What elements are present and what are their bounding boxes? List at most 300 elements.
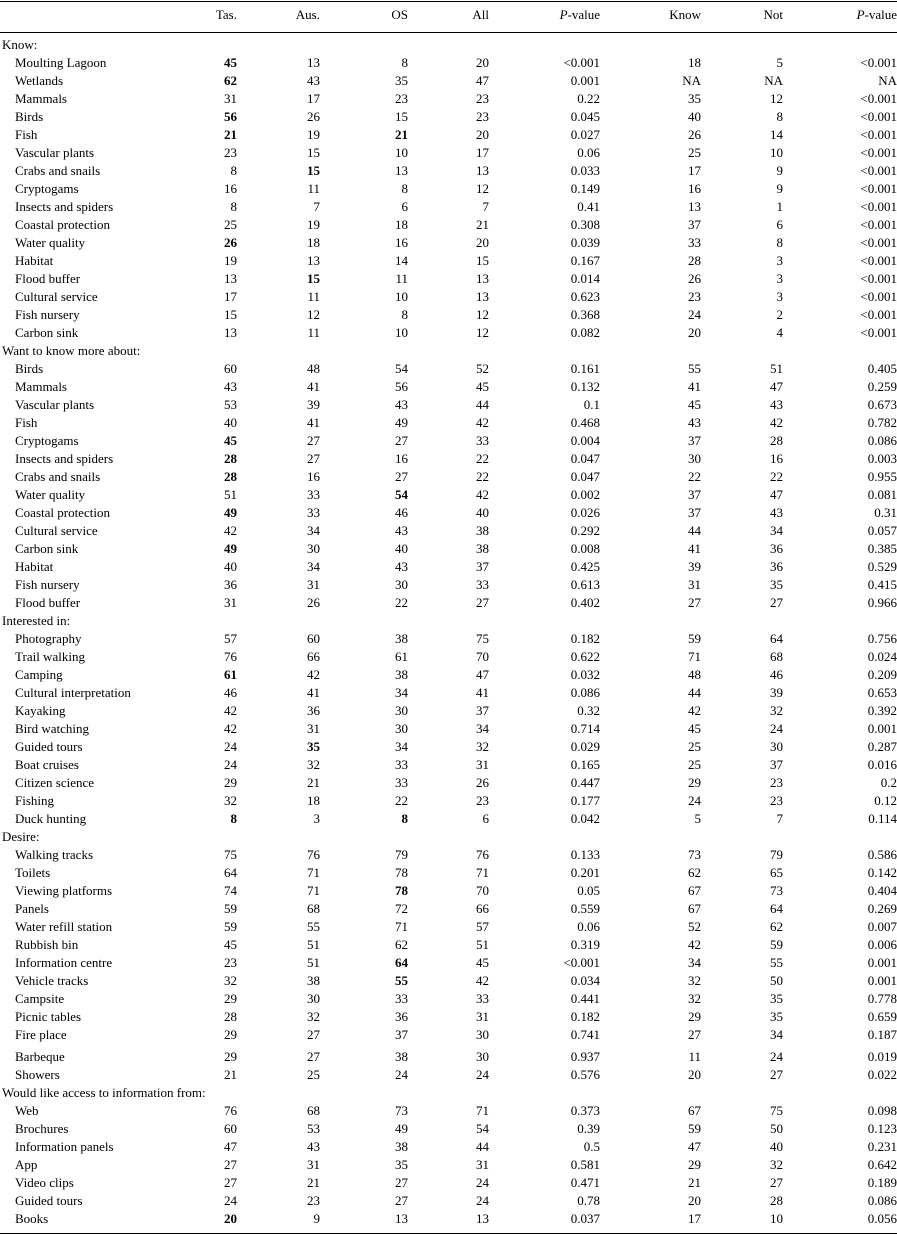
cell-p-know: 0.966 (867, 595, 897, 610)
section-label: Interested in: (2, 613, 71, 628)
cell-p-origin: 0.082 (570, 325, 600, 340)
cell-p-know: 0.404 (867, 883, 897, 898)
cell-not: 50 (770, 973, 783, 988)
cell-p-know: 0.081 (867, 487, 897, 502)
cell-not: 59 (770, 937, 783, 952)
cell-p-origin: 0.182 (570, 1009, 600, 1024)
cell-know: 37 (688, 505, 701, 520)
cell-aus: 16 (307, 469, 320, 484)
cell-not: 35 (770, 1009, 783, 1024)
cell-p-origin: 0.1 (583, 397, 600, 412)
cell-tas: 8 (230, 163, 237, 178)
cell-tas: 29 (224, 991, 237, 1006)
cell-tas: 29 (224, 1027, 237, 1042)
cell-aus: 48 (307, 361, 320, 376)
cell-p-origin: 0.026 (570, 505, 600, 520)
cell-p-know: 0.259 (867, 379, 897, 394)
cell-tas: 45 (224, 55, 237, 70)
cell-p-origin: 0.05 (577, 883, 600, 898)
cell-all: 7 (482, 199, 489, 214)
cell-know: 21 (688, 1175, 701, 1190)
table-row (0, 1138, 897, 1156)
header-p-value-know: P-value (856, 7, 897, 22)
cell-p-origin: 0.78 (577, 1193, 600, 1208)
cell-all: 31 (476, 757, 489, 772)
cell-know: 67 (688, 883, 701, 898)
row-label: Barbeque (15, 1049, 65, 1064)
cell-os: 30 (395, 703, 408, 718)
cell-tas: 56 (224, 109, 237, 124)
cell-all: 51 (476, 937, 489, 952)
section-label: Would like access to information from: (2, 1085, 206, 1100)
cell-aus: 26 (307, 595, 320, 610)
cell-tas: 42 (224, 703, 237, 718)
cell-aus: 15 (307, 145, 320, 160)
cell-all: 41 (476, 685, 489, 700)
cell-all: 45 (476, 955, 489, 970)
cell-tas: 21 (224, 1067, 237, 1082)
cell-os: 8 (401, 811, 408, 826)
row-label: Birds (15, 361, 44, 376)
cell-aus: 13 (307, 55, 320, 70)
table-row (0, 306, 897, 324)
table-row (0, 54, 897, 72)
table-row (0, 846, 897, 864)
row-label: Coastal protection (15, 217, 110, 232)
header-know: Know (669, 7, 701, 22)
cell-tas: 49 (224, 505, 237, 520)
row-label: Citizen science (15, 775, 95, 790)
cell-aus: 12 (307, 307, 320, 322)
cell-not: 3 (776, 271, 783, 286)
table-row (0, 594, 897, 612)
cell-os: 33 (395, 775, 408, 790)
cell-tas: 24 (224, 757, 237, 772)
row-label: Guided tours (15, 1193, 83, 1208)
cell-tas: 76 (224, 1103, 237, 1118)
cell-os: 72 (395, 901, 408, 916)
cell-p-know: 0.024 (867, 649, 897, 664)
cell-tas: 32 (224, 793, 237, 808)
cell-not: 46 (770, 667, 783, 682)
cell-not: 28 (770, 433, 783, 448)
row-label: Bird watching (15, 721, 90, 736)
cell-p-know: 0.653 (867, 685, 897, 700)
cell-aus: 15 (307, 271, 320, 286)
cell-p-origin: 0.468 (570, 415, 600, 430)
cell-p-origin: 0.447 (570, 775, 600, 790)
cell-p-know: <0.001 (860, 217, 897, 232)
cell-p-origin: 0.047 (570, 469, 600, 484)
cell-aus: 68 (307, 1103, 320, 1118)
cell-os: 11 (395, 271, 408, 286)
row-label: Cryptogams (15, 433, 79, 448)
table-row (0, 144, 897, 162)
cell-not: 64 (770, 631, 783, 646)
cell-p-know: 0.778 (867, 991, 897, 1006)
cell-aus: 76 (307, 847, 320, 862)
cell-aus: 27 (307, 433, 320, 448)
cell-aus: 39 (307, 397, 320, 412)
cell-aus: 34 (307, 523, 320, 538)
cell-os: 38 (395, 1049, 408, 1064)
row-label: Boat cruises (15, 757, 79, 772)
cell-tas: 62 (224, 73, 237, 88)
cell-not: 12 (770, 91, 783, 106)
cell-know: 44 (688, 685, 701, 700)
cell-tas: 15 (224, 307, 237, 322)
cell-know: 22 (688, 469, 701, 484)
cell-tas: 42 (224, 523, 237, 538)
row-label: Cultural service (15, 523, 98, 538)
cell-not: 43 (770, 397, 783, 412)
cell-not: 2 (776, 307, 783, 322)
cell-aus: 38 (307, 973, 320, 988)
cell-p-know: 0.086 (867, 433, 897, 448)
cell-not: 22 (770, 469, 783, 484)
cell-p-know: <0.001 (860, 127, 897, 142)
cell-aus: 18 (307, 793, 320, 808)
cell-aus: 31 (307, 1157, 320, 1172)
row-label: Coastal protection (15, 505, 110, 520)
cell-tas: 29 (224, 775, 237, 790)
row-label: Fire place (15, 1027, 67, 1042)
cell-aus: 36 (307, 703, 320, 718)
cell-p-origin: 0.06 (577, 145, 600, 160)
cell-aus: 66 (307, 649, 320, 664)
table-row (0, 756, 897, 774)
table-row (0, 126, 897, 144)
cell-p-origin: 0.047 (570, 451, 600, 466)
cell-know: 11 (688, 1049, 701, 1064)
cell-all: 44 (476, 1139, 489, 1154)
cell-know: 47 (688, 1139, 701, 1154)
cell-not: 47 (770, 379, 783, 394)
row-label: Crabs and snails (15, 469, 101, 484)
cell-os: 78 (395, 865, 408, 880)
row-label: Flood buffer (15, 271, 81, 286)
cell-not: 3 (776, 289, 783, 304)
cell-not: 27 (770, 595, 783, 610)
cell-know: 52 (688, 919, 701, 934)
table-row (0, 108, 897, 126)
table-row (0, 1192, 897, 1210)
cell-p-origin: 0.714 (570, 721, 600, 736)
cell-aus: 41 (307, 379, 320, 394)
cell-tas: 28 (224, 1009, 237, 1024)
cell-aus: 30 (307, 991, 320, 1006)
table-row (0, 792, 897, 810)
table-row (0, 288, 897, 306)
cell-os: 36 (395, 1009, 408, 1024)
cell-all: 13 (476, 163, 489, 178)
cell-aus: 27 (307, 1049, 320, 1064)
cell-all: 71 (476, 1103, 489, 1118)
cell-aus: 31 (307, 577, 320, 592)
cell-know: 62 (688, 865, 701, 880)
cell-p-know: 0.123 (867, 1121, 897, 1136)
cell-p-know: <0.001 (860, 109, 897, 124)
cell-know: 27 (688, 595, 701, 610)
cell-os: 40 (395, 541, 408, 556)
cell-p-origin: 0.39 (577, 1121, 600, 1136)
row-label: Cultural service (15, 289, 98, 304)
cell-know: 13 (688, 199, 701, 214)
cell-p-know: 0.209 (867, 667, 897, 682)
row-label: Photography (15, 631, 82, 646)
cell-not: 14 (770, 127, 783, 142)
cell-p-origin: 0.308 (570, 217, 600, 232)
cell-know: 42 (688, 937, 701, 952)
row-label: Crabs and snails (15, 163, 101, 178)
header-aus: Aus. (295, 7, 320, 22)
cell-all: 20 (476, 235, 489, 250)
table-row (0, 504, 897, 522)
cell-os: 16 (395, 235, 408, 250)
row-label: Water refill station (15, 919, 113, 934)
cell-all: 37 (476, 703, 489, 718)
cell-not: 28 (770, 1193, 783, 1208)
cell-aus: 43 (307, 73, 320, 88)
cell-tas: 26 (224, 235, 237, 250)
cell-all: 15 (476, 253, 489, 268)
cell-p-origin: 0.002 (570, 487, 600, 502)
row-label: Mammals (15, 91, 67, 106)
cell-p-know: 0.086 (867, 1193, 897, 1208)
cell-tas: 21 (224, 127, 237, 142)
cell-p-origin: 0.132 (570, 379, 600, 394)
cell-p-know: <0.001 (860, 325, 897, 340)
cell-know: 48 (688, 667, 701, 682)
cell-os: 23 (395, 91, 408, 106)
cell-tas: 27 (224, 1175, 237, 1190)
cell-tas: 13 (224, 271, 237, 286)
cell-know: 45 (688, 397, 701, 412)
cell-p-origin: 0.165 (570, 757, 600, 772)
cell-os: 27 (395, 469, 408, 484)
cell-p-know: <0.001 (860, 55, 897, 70)
cell-all: 71 (476, 865, 489, 880)
header-rule (0, 32, 897, 33)
cell-p-origin: 0.034 (570, 973, 600, 988)
cell-not: 3 (776, 253, 783, 268)
table-row (0, 1008, 897, 1026)
cell-know: 25 (688, 739, 701, 754)
cell-not: 10 (770, 1211, 783, 1226)
row-label: Mammals (15, 379, 67, 394)
cell-tas: 16 (224, 181, 237, 196)
cell-all: 12 (476, 325, 489, 340)
cell-not: 30 (770, 739, 783, 754)
table-row (0, 702, 897, 720)
cell-p-origin: 0.182 (570, 631, 600, 646)
cell-all: 22 (476, 451, 489, 466)
table-row (0, 234, 897, 252)
cell-aus: 32 (307, 1009, 320, 1024)
table-row (0, 396, 897, 414)
cell-p-know: 0.415 (867, 577, 897, 592)
cell-os: 6 (401, 199, 408, 214)
cell-tas: 43 (224, 379, 237, 394)
cell-os: 73 (395, 1103, 408, 1118)
cell-p-know: 0.098 (867, 1103, 897, 1118)
cell-not: 23 (770, 793, 783, 808)
cell-aus: 30 (307, 541, 320, 556)
cell-know: 37 (688, 217, 701, 232)
table-row (0, 180, 897, 198)
table-row (0, 1120, 897, 1138)
row-label: Wetlands (15, 73, 64, 88)
cell-not: 24 (770, 721, 783, 736)
cell-p-know: 0.007 (867, 919, 897, 934)
section-label: Want to know more about: (2, 343, 141, 358)
row-label: Rubbish bin (15, 937, 79, 952)
table-row (0, 882, 897, 900)
cell-all: 70 (476, 649, 489, 664)
cell-all: 24 (476, 1175, 489, 1190)
cell-all: 13 (476, 271, 489, 286)
cell-know: 40 (688, 109, 701, 124)
cell-all: 38 (476, 523, 489, 538)
cell-p-know: 0.269 (867, 901, 897, 916)
cell-p-origin: 0.001 (570, 73, 600, 88)
row-label: Panels (15, 901, 49, 916)
cell-p-origin: 0.559 (570, 901, 600, 916)
cell-all: 42 (476, 415, 489, 430)
cell-tas: 23 (224, 145, 237, 160)
cell-not: 75 (770, 1103, 783, 1118)
cell-all: 20 (476, 55, 489, 70)
table-row (0, 1156, 897, 1174)
cell-aus: 71 (307, 865, 320, 880)
table-row (0, 900, 897, 918)
cell-know: 17 (688, 163, 701, 178)
cell-tas: 24 (224, 739, 237, 754)
row-label: Cryptogams (15, 181, 79, 196)
cell-os: 38 (395, 631, 408, 646)
cell-p-know: 0.659 (867, 1009, 897, 1024)
cell-p-origin: 0.741 (570, 1027, 600, 1042)
cell-not: 27 (770, 1067, 783, 1082)
cell-tas: 74 (224, 883, 237, 898)
table-row (0, 162, 897, 180)
cell-p-origin: 0.41 (577, 199, 600, 214)
cell-tas: 45 (224, 937, 237, 952)
cell-aus: 26 (307, 109, 320, 124)
cell-tas: 49 (224, 541, 237, 556)
table-row (0, 774, 897, 792)
table-row (0, 666, 897, 684)
cell-p-know: <0.001 (860, 181, 897, 196)
cell-know: 32 (688, 973, 701, 988)
cell-p-know: 0.673 (867, 397, 897, 412)
cell-os: 38 (395, 667, 408, 682)
cell-not: 34 (770, 523, 783, 538)
cell-p-know: 0.529 (867, 559, 897, 574)
table-row (0, 954, 897, 972)
cell-aus: 13 (307, 253, 320, 268)
row-label: Flood buffer (15, 595, 81, 610)
cell-p-origin: 0.149 (570, 181, 600, 196)
cell-all: 6 (482, 811, 489, 826)
table-row (0, 252, 897, 270)
cell-know: 41 (688, 379, 701, 394)
cell-p-origin: 0.06 (577, 919, 600, 934)
cell-tas: 53 (224, 397, 237, 412)
cell-not: 37 (770, 757, 783, 772)
cell-know: 31 (688, 577, 701, 592)
cell-tas: 8 (230, 199, 237, 214)
cell-aus: 55 (307, 919, 320, 934)
cell-os: 14 (395, 253, 408, 268)
cell-p-origin: 0.042 (570, 811, 600, 826)
row-label: Insects and spiders (15, 199, 114, 214)
cell-know: 29 (688, 775, 701, 790)
cell-tas: 40 (224, 415, 237, 430)
cell-os: 8 (401, 307, 408, 322)
cell-know: 24 (688, 793, 701, 808)
cell-p-origin: 0.177 (570, 793, 600, 808)
cell-os: 71 (395, 919, 408, 934)
header-p-value-origin: P-value (559, 7, 600, 22)
section-label: Desire: (2, 829, 40, 844)
cell-all: 44 (476, 397, 489, 412)
cell-tas: 60 (224, 1121, 237, 1136)
cell-not: 64 (770, 901, 783, 916)
cell-aus: 53 (307, 1121, 320, 1136)
cell-not: 10 (770, 145, 783, 160)
cell-os: 38 (395, 1139, 408, 1154)
cell-all: 12 (476, 181, 489, 196)
cell-os: 79 (395, 847, 408, 862)
cell-know: 44 (688, 523, 701, 538)
cell-p-origin: 0.373 (570, 1103, 600, 1118)
cell-all: 40 (476, 505, 489, 520)
table-row (0, 360, 897, 378)
cell-aus: 68 (307, 901, 320, 916)
cell-p-origin: 0.045 (570, 109, 600, 124)
cell-os: 21 (395, 127, 408, 142)
cell-p-origin: 0.22 (577, 91, 600, 106)
cell-p-know: 0.392 (867, 703, 897, 718)
cell-os: 46 (395, 505, 408, 520)
cell-know: 16 (688, 181, 701, 196)
cell-aus: 23 (307, 1193, 320, 1208)
table-row (0, 1174, 897, 1192)
header-row (0, 6, 897, 24)
cell-not: 40 (770, 1139, 783, 1154)
row-label: Carbon sink (15, 541, 79, 556)
cell-know: 41 (688, 541, 701, 556)
cell-all: 33 (476, 577, 489, 592)
cell-know: 26 (688, 271, 701, 286)
cell-know: 25 (688, 145, 701, 160)
row-label: Cultural interpretation (15, 685, 131, 700)
cell-os: 18 (395, 217, 408, 232)
cell-not: 51 (770, 361, 783, 376)
cell-tas: 47 (224, 1139, 237, 1154)
header-all: All (472, 7, 489, 22)
cell-aus: 31 (307, 721, 320, 736)
cell-aus: 27 (307, 1027, 320, 1042)
cell-p-know: 0.287 (867, 739, 897, 754)
cell-not: 27 (770, 1175, 783, 1190)
cell-os: 8 (401, 181, 408, 196)
row-label: Viewing platforms (15, 883, 113, 898)
cell-know: 34 (688, 955, 701, 970)
cell-p-origin: 0.032 (570, 667, 600, 682)
row-label: Campsite (15, 991, 65, 1006)
